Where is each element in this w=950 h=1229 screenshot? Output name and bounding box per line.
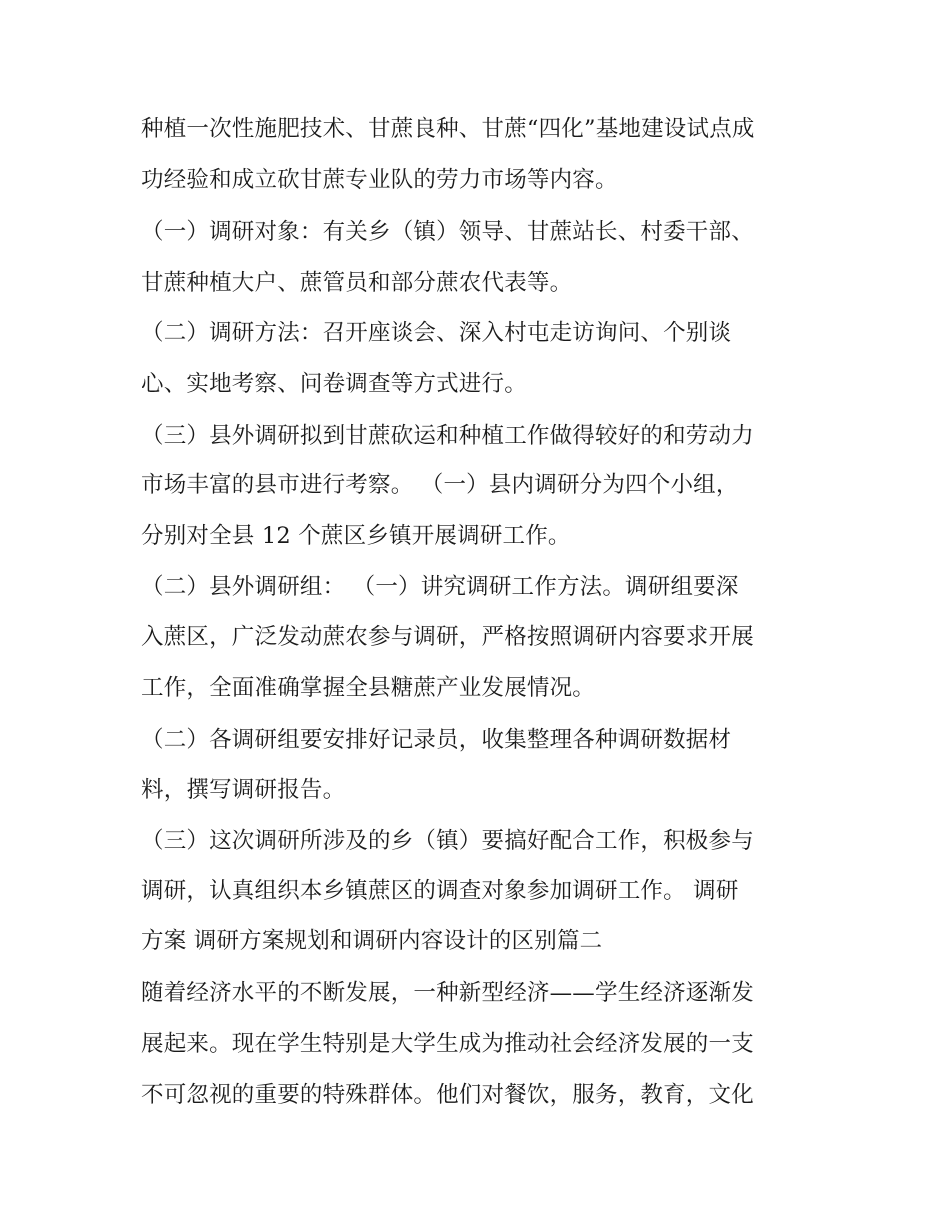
text-line-19: 展起来。现在学生特别是大学生成为推动社会经济发展的一支 (141, 1031, 754, 1057)
text-line-15: （三）这次调研所涉及的乡（镇）要搞好配合工作，积极参与 (141, 828, 754, 854)
text-line-7: （三）县外调研拟到甘蔗砍运和种植工作做得较好的和劳动力 (141, 423, 754, 449)
text-line-20: 不可忽视的重要的特殊群体。他们对餐饮，服务，教育，文化 (141, 1082, 754, 1108)
text-line-1: 种植一次性施肥技术、甘蔗良种、甘蔗“四化”基地建设试点成 (141, 116, 755, 142)
text-line-18: 随着经济水平的不断发展，一种新型经济——学生经济逐渐发 (141, 980, 754, 1006)
text-line-17: 方案 调研方案规划和调研内容设计的区别篇二 (141, 928, 603, 954)
text-line-2: 功经验和成立砍甘蔗专业队的劳力市场等内容。 (141, 167, 618, 193)
text-line-13: （二）各调研组要安排好记录员，收集整理各种调研数据材 (141, 727, 732, 753)
text-line-6: 心、实地考察、问卷调查等方式进行。 (141, 371, 527, 397)
text-line-4: 甘蔗种植大户、蔗管员和部分蔗农代表等。 (141, 270, 573, 296)
text-line-12: 工作，全面准确掌握全县糖蔗产业发展情况。 (141, 675, 596, 701)
text-line-9: 分别对全县 12 个蔗区乡镇开展调研工作。 (141, 523, 571, 549)
text-line-10: （二）县外调研组： （一）讲究调研工作方法。调研组要深 (141, 574, 739, 600)
text-line-8: 市场丰富的县市进行考察。 （一）县内调研分为四个小组， (141, 472, 739, 498)
text-line-3: （一）调研对象：有关乡（镇）领导、甘蔗站长、村委干部、 (141, 219, 754, 245)
text-line-5: （二）调研方法：召开座谈会、深入村屯走访询问、个别谈 (141, 320, 732, 346)
text-line-14: 料，撰写调研报告。 (141, 777, 346, 803)
text-line-16: 调研，认真组织本乡镇蔗区的调查对象参加调研工作。 调研 (141, 878, 739, 904)
text-line-11: 入蔗区，广泛发动蔗农参与调研，严格按照调研内容要求开展 (141, 624, 754, 650)
